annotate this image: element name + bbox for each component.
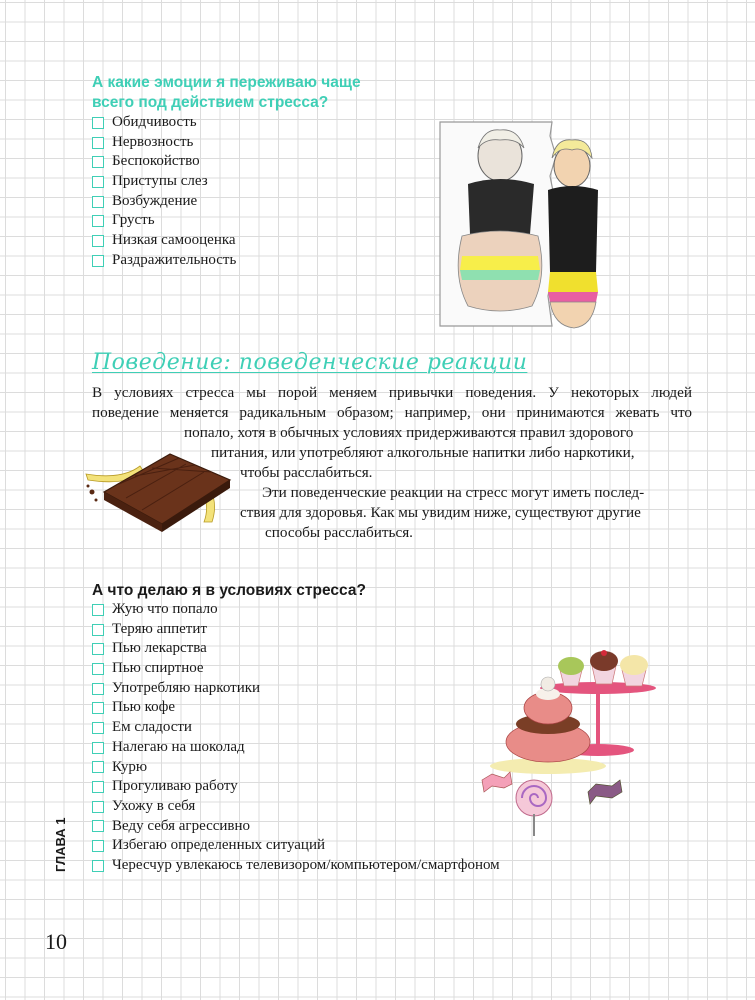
checkbox[interactable] [92,117,104,129]
checklist-item[interactable] [92,251,236,271]
section1-heading [92,73,361,112]
checklist-label: Ухожу в себя [112,797,196,814]
checklist-label: Беспокойство [112,153,200,170]
checkbox[interactable] [92,683,104,695]
checklist-label: Возбуждение [112,192,198,209]
checkbox[interactable] [92,722,104,734]
checklist-item[interactable] [92,192,236,212]
checkbox[interactable] [92,702,104,714]
checklist-label: Низкая самооценка [112,232,236,249]
checkbox[interactable] [92,663,104,675]
checklist-item[interactable] [92,856,500,876]
checklist-label: Употребляю наркотики [112,679,261,696]
checkbox[interactable] [92,801,104,813]
chapter-label: ГЛАВА 1 [53,817,68,872]
checkbox[interactable] [92,742,104,754]
paragraph-line-4: питания, или употребляют алкогольные напитки либо наркотики, [211,444,635,461]
checkbox[interactable] [92,761,104,773]
checklist-item[interactable] [92,620,500,640]
paragraph-line-7: ствия для здоровья. Как мы увидим ниже, существуют другие [240,504,641,521]
checklist-label: Чересчур увлекаюсь телевизором/компьютером/смартфоном [112,856,500,873]
checkbox[interactable] [92,643,104,655]
checklist-label: Избегаю определенных ситуаций [112,837,326,854]
checklist-label: Курю [112,758,148,775]
checkbox[interactable] [92,840,104,852]
checklist-label: Приступы слез [112,173,208,190]
checklist-item[interactable] [92,698,500,718]
checklist-item[interactable] [92,113,236,133]
checklist-item[interactable] [92,758,500,778]
section1-heading-line2: всего под действием стресса? [92,93,329,111]
sweets-illustration [470,646,666,836]
section2-title: Поведение: поведенческие реакции [92,350,528,375]
checklist-item[interactable] [92,172,236,192]
checklist-label: Теряю аппетит [112,620,207,637]
checkbox[interactable] [92,781,104,793]
checklist-item[interactable] [92,777,500,797]
checklist-label: Пью кофе [112,699,176,716]
paragraph-line-1: В условиях стресса мы порой меняем привычки поведения. У некоторых людей [92,384,692,401]
checklist-label: Нервозность [112,133,194,150]
emotions-checklist [92,113,236,271]
checklist-label: Ем сладости [112,719,192,736]
checkbox[interactable] [92,820,104,832]
checklist-item[interactable] [92,797,500,817]
mirror-woman-illustration [432,116,612,330]
paragraph-line-6: Эти поведенческие реакции на стресс могут иметь послед- [262,484,645,501]
checkbox[interactable] [92,137,104,149]
paragraph-line-3: попало, хотя в обычных условиях придерживаются правил здорового [184,424,634,441]
paragraph-line-8: способы расслабиться. [265,524,413,541]
section1-heading-line1: А какие эмоции я переживаю чаще [92,74,361,91]
checklist-item[interactable] [92,211,236,231]
checklist-label: Обидчивость [112,114,197,130]
checklist-item[interactable] [92,133,236,153]
page-number: 10 [45,929,67,954]
checkbox[interactable] [92,235,104,247]
checklist-item[interactable] [92,738,500,758]
checklist-item[interactable] [92,600,500,620]
chocolate-bar-illustration [82,446,252,542]
checkbox[interactable] [92,624,104,636]
checklist-item[interactable] [92,679,500,699]
checklist-item[interactable] [92,639,500,659]
checklist-label: Грусть [112,212,155,229]
paragraph-line-5: чтобы расслабиться. [240,464,373,481]
behaviors-checklist [92,600,500,876]
checklist-label: Прогуливаю работу [112,778,238,795]
checkbox[interactable] [92,176,104,188]
checklist-item[interactable] [92,659,500,679]
checkbox[interactable] [92,604,104,616]
checklist-label: Раздражительность [112,251,237,268]
checkbox[interactable] [92,860,104,872]
checklist-label: Пью спиртное [112,660,204,677]
checklist-item[interactable] [92,817,500,837]
checkbox[interactable] [92,255,104,267]
section3-heading: А что делаю я в условиях стресса? [92,582,366,599]
checklist-label: Веду себя агрессивно [112,817,251,834]
checklist-item[interactable] [92,152,236,172]
checkbox[interactable] [92,215,104,227]
checklist-item[interactable] [92,718,500,738]
checklist-label: Жую что попало [112,601,218,617]
checklist-item[interactable] [92,836,500,856]
checklist-label: Налегаю на шоколад [112,738,245,755]
checkbox[interactable] [92,196,104,208]
checklist-item[interactable] [92,231,236,251]
checkbox[interactable] [92,156,104,168]
checklist-label: Пью лекарства [112,640,207,657]
paragraph-line-2: поведение меняется радикальным образом; например, они принимаются жевать что [92,404,692,421]
